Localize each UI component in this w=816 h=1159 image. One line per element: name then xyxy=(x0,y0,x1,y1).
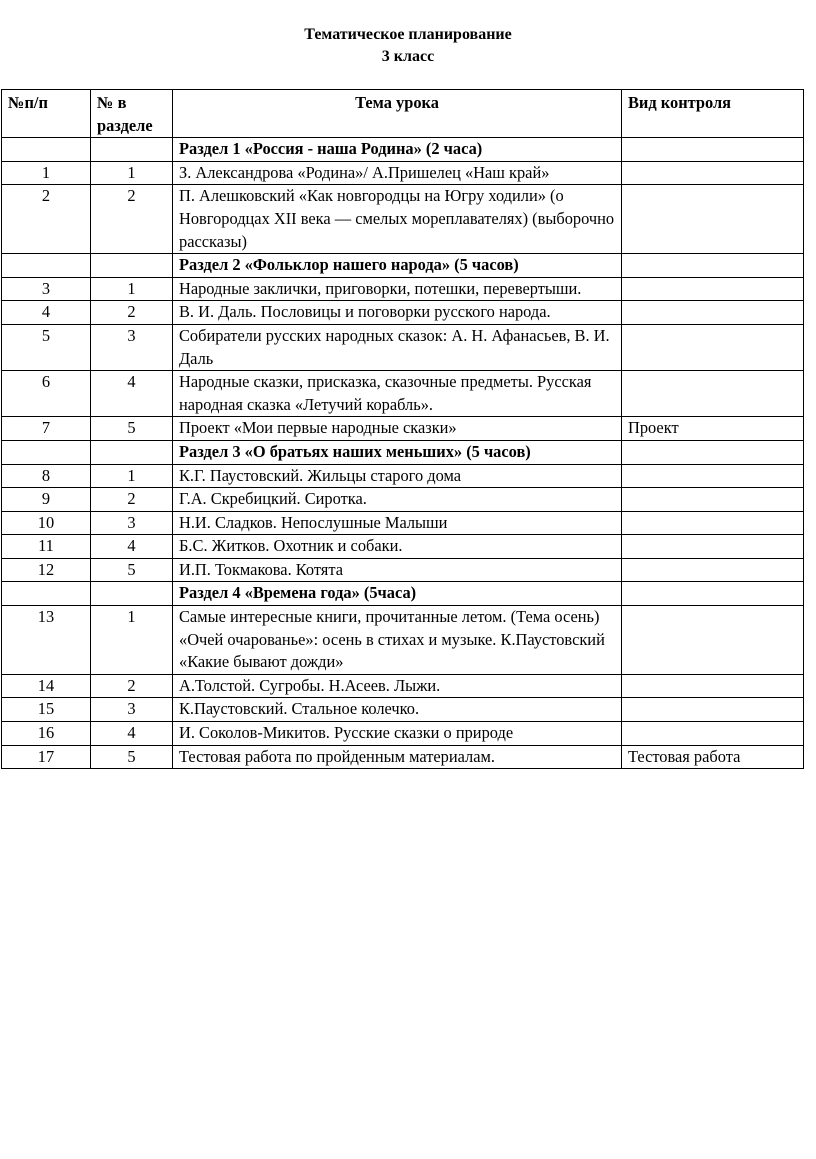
empty-cell xyxy=(91,440,173,464)
lesson-control-type xyxy=(622,511,804,535)
lesson-number: 9 xyxy=(2,488,91,512)
lesson-control-type xyxy=(622,535,804,559)
lesson-control-type xyxy=(622,464,804,488)
lesson-topic: П. Алешковский «Как новгородцы на Югру ходили» (о Новгородцах XII века — смелых мореплавателях) (выборочно рассказы) xyxy=(173,185,622,254)
lesson-topic: А.Толстой. Сугробы. Н.Асеев. Лыжи. xyxy=(173,674,622,698)
lesson-section-number: 4 xyxy=(91,722,173,746)
lesson-topic: Тестовая работа по пройденным материалам. xyxy=(173,745,622,769)
lesson-topic: Г.А. Скребицкий. Сиротка. xyxy=(173,488,622,512)
lesson-topic: Собиратели русских народных сказок: А. Н. Афанасьев, В. И. Даль xyxy=(173,324,622,370)
lesson-control-type xyxy=(622,488,804,512)
lesson-section-number: 3 xyxy=(91,698,173,722)
section-row xyxy=(2,582,804,606)
lesson-number: 3 xyxy=(2,277,91,301)
table-row xyxy=(2,698,804,722)
lesson-section-number: 1 xyxy=(91,161,173,185)
lesson-control-type xyxy=(622,722,804,746)
lesson-section-number: 2 xyxy=(91,301,173,325)
lesson-topic: В. И. Даль. Пословицы и поговорки русского народа. xyxy=(173,301,622,325)
title-line-2: 3 класс xyxy=(381,48,435,65)
lesson-topic: Н.И. Сладков. Непослушные Малыши xyxy=(173,511,622,535)
lesson-control-type: Проект xyxy=(622,417,804,441)
empty-cell xyxy=(622,582,804,606)
lesson-topic: З. Александрова «Родина»/ А.Пришелец «Наш край» xyxy=(173,161,622,185)
lesson-topic: К.Г. Паустовский. Жильцы старого дома xyxy=(173,464,622,488)
empty-cell xyxy=(2,254,91,278)
lesson-number: 13 xyxy=(2,606,91,675)
title-line-1: Тематическое планирование xyxy=(304,26,512,43)
lesson-section-number: 3 xyxy=(91,324,173,370)
lesson-number: 10 xyxy=(2,511,91,535)
table-row xyxy=(2,558,804,582)
lesson-control-type: Тестовая работа xyxy=(622,745,804,769)
section-title: Раздел 2 «Фольклор нашего народа» (5 часов) xyxy=(173,254,622,278)
lesson-number: 6 xyxy=(2,371,91,417)
lesson-section-number: 5 xyxy=(91,417,173,441)
lesson-control-type xyxy=(622,698,804,722)
table-row xyxy=(2,722,804,746)
empty-cell xyxy=(2,440,91,464)
thematic-plan-table xyxy=(1,89,804,769)
lesson-section-number: 4 xyxy=(91,371,173,417)
section-row xyxy=(2,440,804,464)
lesson-number: 14 xyxy=(2,674,91,698)
lesson-topic: Самые интересные книги, прочитанные летом. (Тема осень) «Очей очарованье»: осень в стихах и музыке. К.Паустовский «Какие бывают дожди» xyxy=(173,606,622,675)
lesson-topic: И. Соколов-Микитов. Русские сказки о природе xyxy=(173,722,622,746)
section-title: Раздел 1 «Россия - наша Родина» (2 часа) xyxy=(173,138,622,162)
lesson-number: 4 xyxy=(2,301,91,325)
lesson-section-number: 2 xyxy=(91,185,173,254)
table-row xyxy=(2,606,804,675)
lesson-number: 15 xyxy=(2,698,91,722)
table-row xyxy=(2,745,804,769)
lesson-control-type xyxy=(622,301,804,325)
header-control-type: Вид контроля xyxy=(622,90,804,138)
lesson-control-type xyxy=(622,324,804,370)
header-section-number: № в разделе xyxy=(91,90,173,138)
table-row xyxy=(2,674,804,698)
lesson-control-type xyxy=(622,185,804,254)
table-row xyxy=(2,161,804,185)
lesson-section-number: 4 xyxy=(91,535,173,559)
empty-cell xyxy=(2,582,91,606)
lesson-section-number: 1 xyxy=(91,464,173,488)
lesson-topic: Б.С. Житков. Охотник и собаки. xyxy=(173,535,622,559)
lesson-control-type xyxy=(622,161,804,185)
empty-cell xyxy=(622,138,804,162)
table-header-row xyxy=(2,90,804,138)
header-lesson-number: №п/п xyxy=(2,90,91,138)
table-row xyxy=(2,535,804,559)
lesson-control-type xyxy=(622,606,804,675)
lesson-section-number: 1 xyxy=(91,606,173,675)
lesson-number: 2 xyxy=(2,185,91,254)
lesson-section-number: 1 xyxy=(91,277,173,301)
table-row xyxy=(2,277,804,301)
lesson-section-number: 2 xyxy=(91,488,173,512)
lesson-topic: Народные заклички, приговорки, потешки, перевертыши. xyxy=(173,277,622,301)
lesson-section-number: 5 xyxy=(91,745,173,769)
empty-cell xyxy=(91,254,173,278)
lesson-topic: К.Паустовский. Стальное колечко. xyxy=(173,698,622,722)
lesson-number: 11 xyxy=(2,535,91,559)
table-body xyxy=(2,138,804,769)
lesson-section-number: 2 xyxy=(91,674,173,698)
lesson-control-type xyxy=(622,674,804,698)
section-row xyxy=(2,254,804,278)
lesson-number: 16 xyxy=(2,722,91,746)
header-lesson-topic: Тема урока xyxy=(173,90,622,138)
empty-cell xyxy=(91,582,173,606)
lesson-control-type xyxy=(622,371,804,417)
table-row xyxy=(2,511,804,535)
table-row xyxy=(2,464,804,488)
lesson-topic: Народные сказки, присказка, сказочные предметы. Русская народная сказка «Летучий корабль». xyxy=(173,371,622,417)
table-row xyxy=(2,371,804,417)
table-row xyxy=(2,185,804,254)
lesson-number: 5 xyxy=(2,324,91,370)
table-row xyxy=(2,417,804,441)
table-row xyxy=(2,301,804,325)
empty-cell xyxy=(622,440,804,464)
lesson-topic: И.П. Токмакова. Котята xyxy=(173,558,622,582)
lesson-number: 8 xyxy=(2,464,91,488)
lesson-control-type xyxy=(622,277,804,301)
table-row xyxy=(2,488,804,512)
empty-cell xyxy=(2,138,91,162)
table-row xyxy=(2,324,804,370)
section-row xyxy=(2,138,804,162)
section-title: Раздел 3 «О братьях наших меньших» (5 часов) xyxy=(173,440,622,464)
lesson-topic: Проект «Мои первые народные сказки» xyxy=(173,417,622,441)
document-title xyxy=(0,24,816,68)
lesson-number: 1 xyxy=(2,161,91,185)
lesson-control-type xyxy=(622,558,804,582)
empty-cell xyxy=(91,138,173,162)
lesson-number: 7 xyxy=(2,417,91,441)
lesson-number: 17 xyxy=(2,745,91,769)
lesson-section-number: 3 xyxy=(91,511,173,535)
lesson-section-number: 5 xyxy=(91,558,173,582)
section-title: Раздел 4 «Времена года» (5часа) xyxy=(173,582,622,606)
empty-cell xyxy=(622,254,804,278)
lesson-number: 12 xyxy=(2,558,91,582)
